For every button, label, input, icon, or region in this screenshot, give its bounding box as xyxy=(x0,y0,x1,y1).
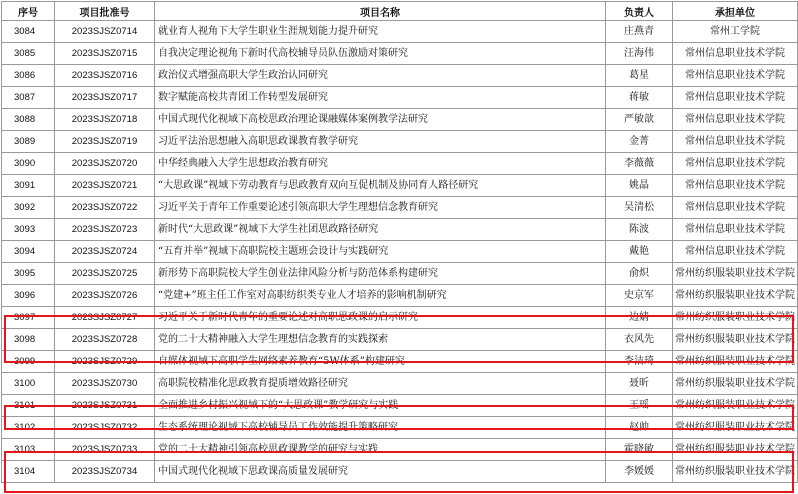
cell-title: 新形势下高职院校大学生创业法律风险分析与防范体系构建研究 xyxy=(155,263,606,285)
cell-org: 常州纺织服装职业技术学院 xyxy=(673,395,798,417)
cell-leader: 严敏歆 xyxy=(606,109,673,131)
cell-num: 3103 xyxy=(2,439,55,461)
cell-num: 3093 xyxy=(2,219,55,241)
cell-code: 2023SJSZ0714 xyxy=(55,21,155,43)
cell-org: 常州信息职业技术学院 xyxy=(673,197,798,219)
cell-code: 2023SJSZ0722 xyxy=(55,197,155,219)
table-row xyxy=(2,417,798,439)
cell-org: 常州信息职业技术学院 xyxy=(673,43,798,65)
cell-code: 2023SJSZ0715 xyxy=(55,43,155,65)
cell-code: 2023SJSZ0720 xyxy=(55,153,155,175)
table-row xyxy=(2,21,798,43)
cell-num: 3085 xyxy=(2,43,55,65)
cell-leader: 俞炽 xyxy=(606,263,673,285)
cell-org: 常州信息职业技术学院 xyxy=(673,153,798,175)
cell-code: 2023SJSZ0718 xyxy=(55,109,155,131)
cell-num: 3095 xyxy=(2,263,55,285)
cell-num: 3104 xyxy=(2,461,55,483)
cell-num: 3091 xyxy=(2,175,55,197)
cell-org: 常州信息职业技术学院 xyxy=(673,175,798,197)
cell-code: 2023SJSZ0729 xyxy=(55,351,155,373)
cell-org: 常州纺织服装职业技术学院 xyxy=(673,285,798,307)
cell-title: 生态系统理论视域下高校辅导员工作效能提升策略研究 xyxy=(155,417,606,439)
cell-org: 常州信息职业技术学院 xyxy=(673,131,798,153)
cell-org: 常州纺织服装职业技术学院 xyxy=(673,329,798,351)
cell-leader: 吴清松 xyxy=(606,197,673,219)
cell-code: 2023SJSZ0725 xyxy=(55,263,155,285)
cell-num: 3086 xyxy=(2,65,55,87)
cell-title: 党的二十大精神融入大学生理想信念教育的实践探索 xyxy=(155,329,606,351)
cell-leader: 姚晶 xyxy=(606,175,673,197)
cell-org: 常州纺织服装职业技术学院 xyxy=(673,373,798,395)
table-row xyxy=(2,131,798,153)
cell-leader: 王瑶 xyxy=(606,395,673,417)
cell-leader: 陈波 xyxy=(606,219,673,241)
cell-title: “五育并举”视域下高职院校主题班会设计与实践研究 xyxy=(155,241,606,263)
cell-num: 3087 xyxy=(2,87,55,109)
table-row xyxy=(2,175,798,197)
cell-num: 3097 xyxy=(2,307,55,329)
cell-title: “党建+”班主任工作室对高职纺织类专业人才培养的影响机制研究 xyxy=(155,285,606,307)
cell-leader: 衣风先 xyxy=(606,329,673,351)
cell-num: 3101 xyxy=(2,395,55,417)
cell-leader: 史京军 xyxy=(606,285,673,307)
cell-leader: 汪海伟 xyxy=(606,43,673,65)
table-row xyxy=(2,351,798,373)
cell-code: 2023SJSZ0716 xyxy=(55,65,155,87)
cell-leader: 赵帅 xyxy=(606,417,673,439)
header-title: 项目名称 xyxy=(155,2,606,21)
cell-org: 常州信息职业技术学院 xyxy=(673,109,798,131)
cell-num: 3090 xyxy=(2,153,55,175)
cell-num: 3092 xyxy=(2,197,55,219)
cell-num: 3096 xyxy=(2,285,55,307)
cell-code: 2023SJSZ0721 xyxy=(55,175,155,197)
cell-title: 自媒体视域下高职学生网络素养教育“5W体系”构建研究 xyxy=(155,351,606,373)
table-row xyxy=(2,395,798,417)
header-leader: 负责人 xyxy=(606,2,673,21)
cell-title: 新时代“大思政课”视域下大学生社团思政路径研究 xyxy=(155,219,606,241)
cell-leader: 聂昕 xyxy=(606,373,673,395)
header-code: 项目批准号 xyxy=(55,2,155,21)
header-num: 序号 xyxy=(2,2,55,21)
cell-org: 常州工学院 xyxy=(673,21,798,43)
table-row xyxy=(2,65,798,87)
cell-org: 常州信息职业技术学院 xyxy=(673,87,798,109)
cell-code: 2023SJSZ0726 xyxy=(55,285,155,307)
cell-leader: 蒋敏 xyxy=(606,87,673,109)
table-row xyxy=(2,329,798,351)
table-row xyxy=(2,263,798,285)
cell-org: 常州信息职业技术学院 xyxy=(673,241,798,263)
cell-org: 常州纺织服装职业技术学院 xyxy=(673,263,798,285)
cell-title: 全面推进乡村振兴视域下的“大思政课”教学研究与实践 xyxy=(155,395,606,417)
cell-leader: 霍晓敏 xyxy=(606,439,673,461)
cell-code: 2023SJSZ0730 xyxy=(55,373,155,395)
cell-code: 2023SJSZ0724 xyxy=(55,241,155,263)
cell-leader: 葛星 xyxy=(606,65,673,87)
cell-title: 中国式现代化视域下高校思政治理论课融媒体案例教学法研究 xyxy=(155,109,606,131)
cell-title: 党的二十大精神引领高校思政课教学的研究与实践 xyxy=(155,439,606,461)
cell-title: 自我决定理论视角下新时代高校辅导员队伍激励对策研究 xyxy=(155,43,606,65)
cell-leader: 边婧 xyxy=(606,307,673,329)
cell-org: 常州纺织服装职业技术学院 xyxy=(673,351,798,373)
table-row xyxy=(2,439,798,461)
cell-title: 习近平关于新时代青年的重要论述对高职思政课的启示研究 xyxy=(155,307,606,329)
cell-code: 2023SJSZ0717 xyxy=(55,87,155,109)
cell-code: 2023SJSZ0731 xyxy=(55,395,155,417)
cell-code: 2023SJSZ0733 xyxy=(55,439,155,461)
table-row xyxy=(2,219,798,241)
cell-org: 常州纺织服装职业技术学院 xyxy=(673,417,798,439)
cell-org: 常州纺织服装职业技术学院 xyxy=(673,307,798,329)
cell-title: 政治仪式增强高职大学生政治认同研究 xyxy=(155,65,606,87)
cell-leader: 戴艳 xyxy=(606,241,673,263)
header-org: 承担单位 xyxy=(673,2,798,21)
cell-num: 3084 xyxy=(2,21,55,43)
cell-code: 2023SJSZ0732 xyxy=(55,417,155,439)
cell-org: 常州纺织服装职业技术学院 xyxy=(673,439,798,461)
project-table xyxy=(1,1,798,483)
cell-num: 3088 xyxy=(2,109,55,131)
table-row xyxy=(2,87,798,109)
cell-leader: 李媛媛 xyxy=(606,461,673,483)
table-row xyxy=(2,197,798,219)
cell-title: 就业育人视角下大学生职业生涯规划能力提升研究 xyxy=(155,21,606,43)
table-row xyxy=(2,285,798,307)
cell-num: 3100 xyxy=(2,373,55,395)
table-row xyxy=(2,307,798,329)
cell-leader: 李洁琦 xyxy=(606,351,673,373)
cell-leader: 金菁 xyxy=(606,131,673,153)
cell-code: 2023SJSZ0728 xyxy=(55,329,155,351)
cell-title: 中国式现代化视域下思政课高质量发展研究 xyxy=(155,461,606,483)
cell-title: 数字赋能高校共青团工作转型发展研究 xyxy=(155,87,606,109)
cell-leader: 庄燕青 xyxy=(606,21,673,43)
cell-org: 常州信息职业技术学院 xyxy=(673,219,798,241)
cell-org: 常州信息职业技术学院 xyxy=(673,65,798,87)
cell-num: 3094 xyxy=(2,241,55,263)
cell-title: 高职院校精准化思政教育提质增效路径研究 xyxy=(155,373,606,395)
cell-code: 2023SJSZ0719 xyxy=(55,131,155,153)
table-header-row xyxy=(2,2,798,21)
cell-code: 2023SJSZ0723 xyxy=(55,219,155,241)
cell-org: 常州纺织服装职业技术学院 xyxy=(673,461,798,483)
table-row xyxy=(2,241,798,263)
table-row xyxy=(2,153,798,175)
cell-num: 3099 xyxy=(2,351,55,373)
table-row xyxy=(2,373,798,395)
cell-title: 习近平法治思想融入高职思政课教育教学研究 xyxy=(155,131,606,153)
table-row xyxy=(2,461,798,483)
cell-code: 2023SJSZ0734 xyxy=(55,461,155,483)
table-row xyxy=(2,43,798,65)
cell-title: 中华经典融入大学生思想政治教育研究 xyxy=(155,153,606,175)
cell-title: “大思政课”视域下劳动教育与思政教育双向互促机制及协同育人路径研究 xyxy=(155,175,606,197)
table-row xyxy=(2,109,798,131)
cell-leader: 李薇薇 xyxy=(606,153,673,175)
cell-num: 3089 xyxy=(2,131,55,153)
cell-num: 3098 xyxy=(2,329,55,351)
cell-code: 2023SJSZ0727 xyxy=(55,307,155,329)
cell-title: 习近平关于青年工作重要论述引领高职大学生理想信念教育研究 xyxy=(155,197,606,219)
cell-num: 3102 xyxy=(2,417,55,439)
